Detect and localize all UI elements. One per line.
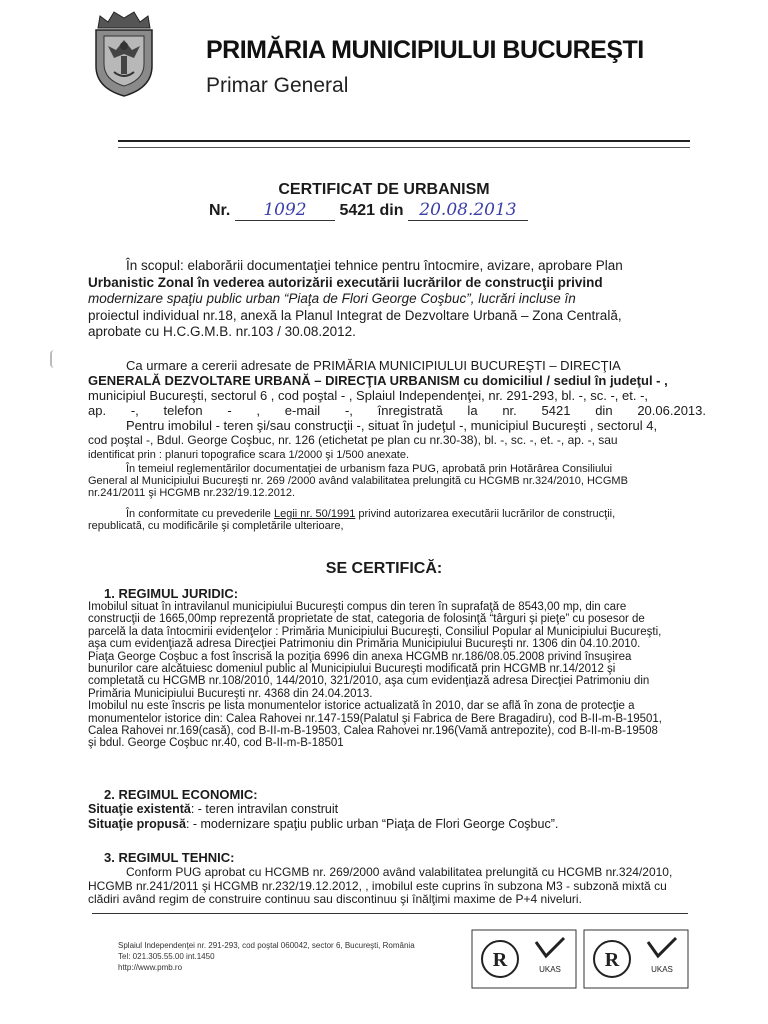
cert-mark-r-2: R bbox=[604, 949, 620, 971]
handwritten-date: 20.08.2013 bbox=[408, 200, 528, 221]
identification-line: identificat prin : planuri topografice scara 1/2000 şi 1/500 anexate. bbox=[88, 449, 410, 461]
scan-mark bbox=[50, 350, 60, 368]
law-reference-link[interactable]: Legii nr. 50/1991 bbox=[273, 508, 356, 520]
conformity-paragraph: În conformitate cu prevederile Legii nr. 50/1991 privind autorizarea executării lucrărilor de construcţii, republicată, cu modificările şi completările ulterioare, bbox=[88, 508, 616, 532]
certifies-heading: SE CERTIFICĂ: bbox=[325, 560, 443, 577]
certification-logos bbox=[470, 928, 690, 990]
scope-paragraph bbox=[88, 258, 706, 341]
existing-situation-line: Situaţie existentă: - teren intravilan construit bbox=[88, 802, 339, 816]
request-line: ap. -, telefon - , e-mail -, înregistrată la nr. 5421 din 20.06.2013. bbox=[88, 403, 706, 418]
technical-regime-body: Conform PUG aprobat cu HCGMB nr. 269/2000 având valabilitatea prelungită cu HCGMB nr.324/2010, HCGMB nr.241/2011 şi HCGMB nr.232/19.12.2012, , imobilul este cuprins în subzona M3 - subzonă mixtă cu clădiri având regim de construire continuu sau discontinuu şi înălţimi maxime de P+4 niveluri. bbox=[88, 865, 673, 906]
scope-line: aprobate cu H.C.G.M.B. nr.103 / 30.08.2012. bbox=[88, 324, 356, 339]
cert-mark-ukas-1: UKAS bbox=[539, 965, 561, 974]
document-title: CERTIFICAT DE URBANISM bbox=[278, 181, 490, 198]
coat-of-arms-crest-icon bbox=[88, 6, 160, 98]
cert-mark-ukas-2: UKAS bbox=[651, 965, 673, 974]
scope-line: În scopul: elaborării documentaţiei tehnice pentru întocmire, avizare, aprobare Plan bbox=[126, 258, 623, 273]
footer-contact bbox=[118, 940, 415, 973]
footer-address: Splaiul Independenţei nr. 291-293, cod poştal 060042, sector 6, Bucureşti, România bbox=[118, 941, 415, 950]
footer-divider bbox=[92, 913, 688, 914]
request-line: cod poştal -, Bdul. George Coşbuc, nr. 126 (etichetat pe plan cu nr.30-38), bl. -, sc. -, et. -, ap. -, sau bbox=[88, 433, 618, 447]
request-paragraph bbox=[88, 358, 706, 448]
nr-label: Nr. bbox=[209, 202, 231, 219]
legal-regime-body: Imobilul situat în intravilanul municipiului Bucureşti compus din teren în suprafaţă de 8543,00 mp, din care construcţii de 1665,00mp reprezentă proprietate de stat, categoria de folosinţă “târguri şi pieţe” cu posesor de parcelă la data întocmirii evidenţelor : Primăria Municipiului Bucureşti, Consiliul Popular al Municipiului Bucureşti, aşa cum evidenţiază adresa Direcţiei Patrimoniu din Primăria Municipiului Bucureşti nr. 1306 din 04.10.2010. Piaţa George Coşbuc a fost înscrisă la poziţia 6996 din anexa HCGMB nr.186/08.05.2008 privind însuşirea bunurilor care alcătuiesc domeniul public al Municipiului Bucureşti modificată prin HCGMB nr.14/2012 şi completată cu HCGMB nr.108/2010, 144/2010, 321/2010, aşa cum evidenţiază adresa Direcţiei Patrimoniu din Primăria Municipiului Bucureşti nr. 4368 din 24.04.2013. Imobilul nu este înscris pe lista monumentelor istorice actualizată în 2010, dar se află în zona de protecţie a monumentelor istorice din: Calea Rahovei nr.147-159(Palatul şi Fabrica de Bere Bragadiru), cod B-II-m-B-19501, Calea Rahovei nr.169(casă), cod B-II-m-B-19503, Calea Rahovei nr.196(Vamă antrepozite), cod B-II-m-B-19508 şi bdul. George Coşbuc nr.40, cod B-II-m-B-18501 bbox=[88, 601, 663, 750]
footer-phone: Tel: 021.305.55.00 int.1450 bbox=[118, 952, 215, 961]
scope-line: proiectul individual nr.18, anexă la Planul Integrat de Dezvoltare Urbană – Zona Centrală, bbox=[88, 307, 622, 323]
request-line: Ca urmare a cererii adresate de PRIMĂRIA MUNICIPIULUI BUCUREŞTI – DIRECŢIA bbox=[126, 358, 621, 373]
institution-title: PRIMĂRIA MUNICIPIULUI BUCUREŞTI bbox=[206, 36, 644, 64]
institution-subtitle: Primar General bbox=[206, 74, 349, 97]
header-divider-thin bbox=[118, 147, 690, 148]
request-line: GENERALĂ DEZVOLTARE URBANĂ – DIRECŢIA URBANISM cu domiciliul / sediul în judeţul - , bbox=[88, 373, 668, 388]
cert-mark-r-1: R bbox=[492, 949, 508, 971]
technical-regime-heading: 3. REGIMUL TEHNIC: bbox=[104, 850, 235, 865]
printed-number: 5421 din bbox=[339, 202, 404, 219]
request-line: municipiul Bucureşti, sectorul 6 , cod poştal - , Splaiul Independenţei, nr. 291-293, bl. -, sc. -, et. -, bbox=[88, 388, 649, 403]
economic-regime-heading: 2. REGIMUL ECONOMIC: bbox=[104, 787, 258, 802]
proposed-situation-line: Situaţie propusă: - modernizare spaţiu public urban “Piaţa de Flori George Coşbuc”. bbox=[88, 817, 559, 831]
legal-regime-heading: 1. REGIMUL JURIDIC: bbox=[104, 586, 239, 601]
handwritten-number: 1092 bbox=[235, 200, 335, 221]
certification-marks-icon bbox=[470, 928, 690, 990]
header-divider bbox=[118, 140, 690, 142]
certificate-number-line bbox=[209, 200, 528, 221]
request-line: Pentru imobilul - teren şi/sau construcţii -, situat în judeţul -, municipiul Bucureşti , sectorul 4, bbox=[126, 418, 658, 433]
scope-line: modernizare spaţiu public urban “Piaţa de Flori George Coşbuc”, lucrări incluse în bbox=[88, 291, 576, 306]
footer-website[interactable]: http://www.pmb.ro bbox=[118, 963, 183, 972]
legal-basis-paragraph: În temeiul reglementărilor documentaţiei de urbanism faza PUG, aprobată prin Hotărârea Consiliului General al Municipiului Bucureşti nr. 269 /2000 având valabilitatea prelungită cu HCGMB nr.324/2010, HCGMB nr.241/2011 şi HCGMB nr.232/19.12.2012. bbox=[88, 463, 628, 499]
scope-line: Urbanistic Zonal în vederea autorizării executării lucrărilor de construcţii privind bbox=[88, 274, 603, 290]
